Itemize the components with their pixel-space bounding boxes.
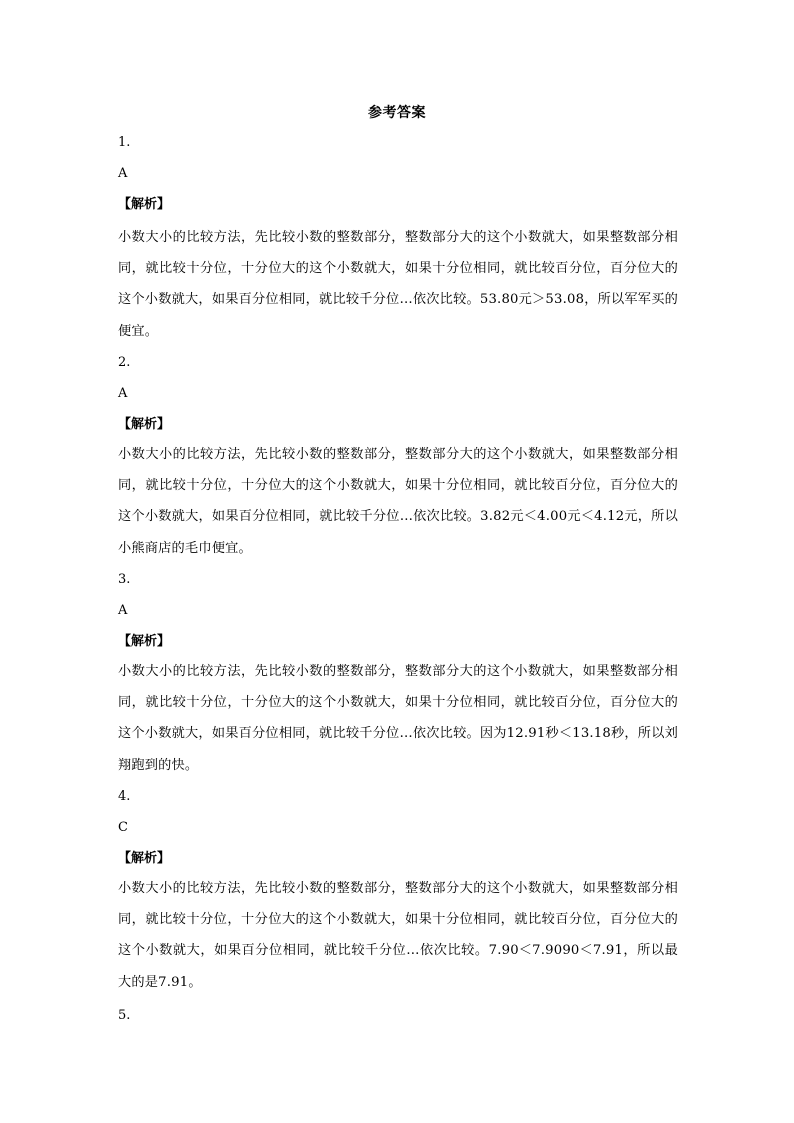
page-title: 参考答案 — [368, 105, 426, 121]
question-number-5: 5. — [118, 1008, 131, 1023]
answer-2: A — [118, 386, 128, 401]
analysis-label-2: 【解析】 — [118, 417, 171, 432]
question-number-1: 1. — [118, 135, 131, 150]
explanation-2: 小数大小的比较方法，先比较小数的整数部分，整数部分大的这个小数就大，如果整数部分相同，就比较十分位，十分位大的这个小数就大，如果十分位相同，就比较百分位，百分位大的这个小数就大，如果百分位相同，就比较千分位…依次比较。3.82元＜4.00元＜4.12元，所以小熊商店的毛巾便宜。 — [118, 447, 678, 556]
explanation-3: 小数大小的比较方法，先比较小数的整数部分，整数部分大的这个小数就大，如果整数部分相同，就比较十分位，十分位大的这个小数就大，如果十分位相同，就比较百分位，百分位大的这个小数就大，如果百分位相同，就比较千分位…依次比较。因为12.91秒＜13.18秒，所以刘翔跑到的快。 — [118, 664, 678, 773]
explanation-1: 小数大小的比较方法，先比较小数的整数部分，整数部分大的这个小数就大，如果整数部分相同，就比较十分位，十分位大的这个小数就大，如果十分位相同，就比较百分位，百分位大的这个小数就大，如果百分位相同，就比较千分位…依次比较。53.80元＞53.08，所以军军买的便宜。 — [118, 230, 678, 339]
question-number-4: 4. — [118, 789, 131, 804]
answer-4: C — [118, 820, 128, 835]
answer-3: A — [118, 603, 128, 618]
analysis-label-1: 【解析】 — [118, 197, 171, 212]
explanation-4: 小数大小的比较方法，先比较小数的整数部分，整数部分大的这个小数就大，如果整数部分相同，就比较十分位，十分位大的这个小数就大，如果十分位相同，就比较百分位，百分位大的这个小数就大，如果百分位相同，就比较千分位…依次比较。7.90＜7.9090＜7.91，所以最大的是7.91。 — [118, 881, 678, 990]
analysis-label-3: 【解析】 — [118, 634, 171, 649]
question-number-3: 3. — [118, 572, 131, 587]
question-number-2: 2. — [118, 355, 131, 370]
analysis-label-4: 【解析】 — [118, 851, 171, 866]
answer-1: A — [118, 166, 128, 181]
